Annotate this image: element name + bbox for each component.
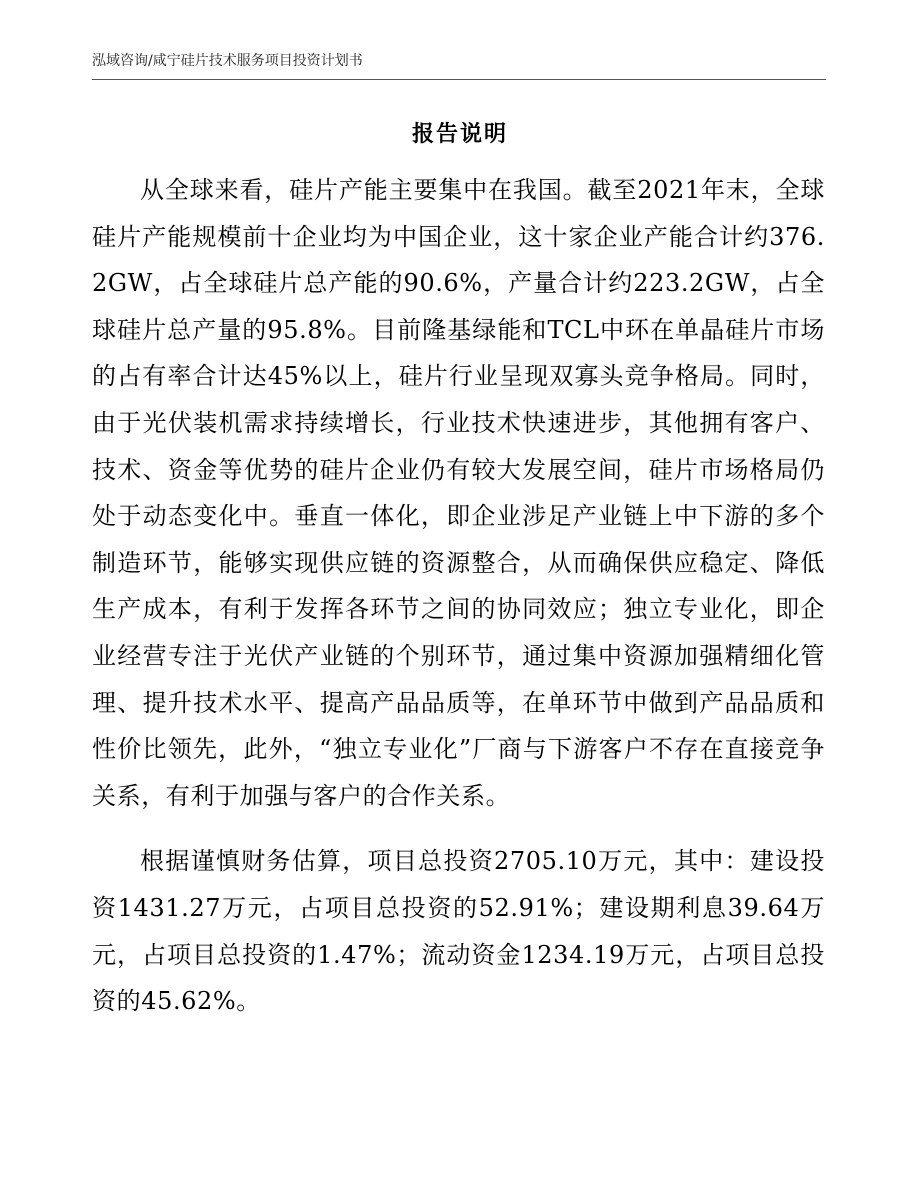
- paragraph-investment-estimate: 根据谨慎财务估算，项目总投资2705.10万元，其中：建设投资1431.27万元，占项目总投资的52.91%；建设期利息39.64万元，占项目总投资的1.47%；流动资金1234.19万元，占项目总投资的45.62%。: [92, 847, 825, 1016]
- header-divider: [92, 79, 826, 80]
- document-body: [92, 167, 825, 1025]
- paragraph-market-overview: 从全球来看，硅片产能主要集中在我国。截至2021年末，全球硅片产能规模前十企业均为中国企业，这十家企业产能合计约376.2GW，占全球硅片总产能的90.6%，产量合计约223.2GW，占全球硅片总产量的95.8%。目前隆基绿能和TCL中环在单晶硅片市场的占有率合计达45%以上，硅片行业呈现双寡头竞争格局。同时，由于光伏装机需求持续增长，行业技术快速进步，其他拥有客户、技术、资金等优势的硅片企业仍有较大发展空间，硅片市场格局仍处于动态变化中。垂直一体化，即企业涉足产业链上中下游的多个制造环节，能够实现供应链的资源整合，从而确保供应稳定、降低生产成本，有利于发挥各环节之间的协同效应；独立专业化，即企业经营专注于光伏产业链的个别环节，通过集中资源加强精细化管理、提升技术水平、提高产品品质等，在单环节中做到产品品质和性价比领先，此外，“独立专业化”厂商与下游客户不存在直接竞争关系，有利于加强与客户的合作关系。: [92, 176, 825, 810]
- document-title: 报告说明: [411, 122, 508, 147]
- running-header: 泓域咨询/咸宁硅片技术服务项目投资计划书: [92, 53, 363, 69]
